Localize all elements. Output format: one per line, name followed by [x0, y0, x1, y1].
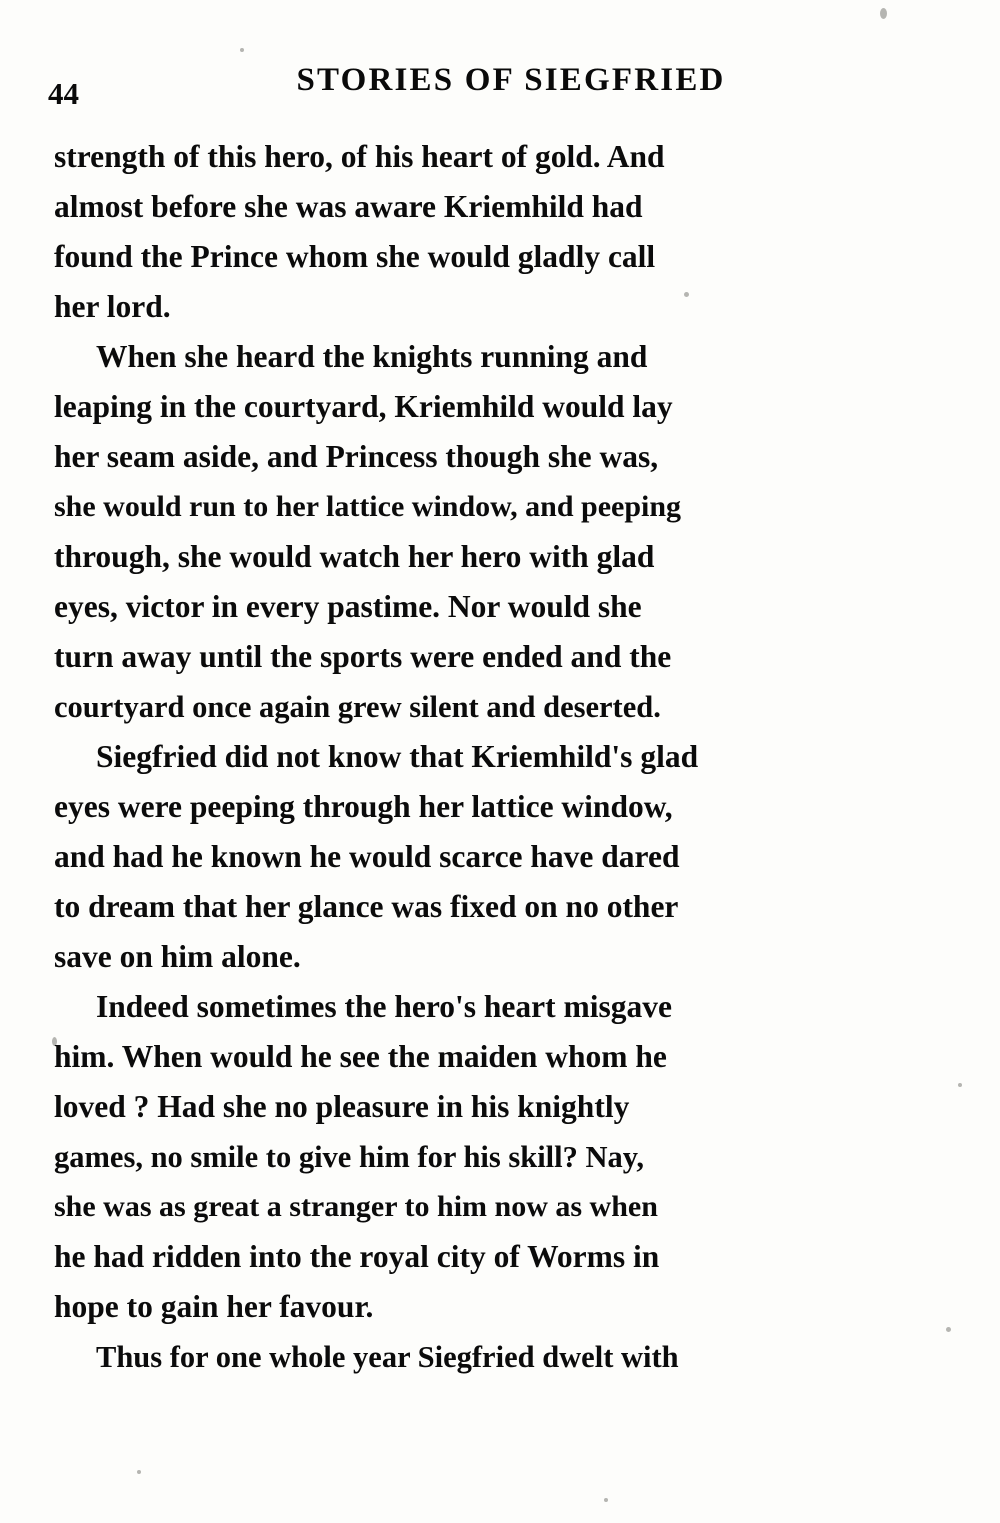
scan-speck [880, 8, 887, 19]
text-line: almost before she was aware Kriemhild had [54, 189, 643, 224]
text-line: Indeed sometimes the hero's heart misgave [96, 989, 672, 1024]
text-line: found the Prince whom she would gladly call [54, 239, 656, 274]
page-header [48, 62, 952, 111]
text-line: eyes, victor in every pastime. Nor would she [54, 589, 642, 624]
text-line: eyes were peeping through her lattice window, [54, 789, 673, 824]
running-head: STORIES OF SIEGFRIED [296, 62, 726, 98]
text-line: When she heard the knights running and [96, 339, 648, 374]
text-line: hope to gain her favour. [54, 1289, 374, 1324]
paragraph [54, 982, 954, 1332]
text-line: to dream that her glance was fixed on no other [54, 889, 679, 924]
text-line: Thus for one whole year Siegfried dwelt with [96, 1340, 679, 1374]
text-line: leaping in the courtyard, Kriemhild would lay [54, 389, 673, 424]
paragraph [54, 132, 954, 332]
text-line: her lord. [54, 289, 171, 324]
scan-speck [604, 1498, 608, 1502]
text-line: strength of this hero, of his heart of gold. And [54, 139, 665, 174]
text-line: him. When would he see the maiden whom he [54, 1039, 667, 1074]
text-line: he had ridden into the royal city of Worms in [54, 1239, 660, 1274]
text-line: through, she would watch her hero with glad [54, 539, 655, 574]
text-line: turn away until the sports were ended and the [54, 639, 672, 674]
scan-speck [240, 48, 244, 52]
text-line: games, no smile to give him for his skill? Nay, [54, 1140, 644, 1174]
paragraph [54, 1332, 954, 1382]
text-line: and had he known he would scarce have dared [54, 839, 680, 874]
text-line: she was as great a stranger to him now as when [54, 1190, 658, 1223]
page-number: 44 [48, 76, 79, 111]
paragraph [54, 332, 954, 732]
body-text [54, 132, 954, 1382]
text-line: courtyard once again grew silent and deserted. [54, 690, 661, 724]
text-line: her seam aside, and Princess though she was, [54, 439, 659, 474]
text-line: loved ? Had she no pleasure in his knightly [54, 1089, 630, 1124]
text-line: she would run to her lattice window, and peeping [54, 490, 682, 523]
text-line: Siegfried did not know that Kriemhild's glad [96, 739, 699, 774]
text-line: save on him alone. [54, 939, 301, 974]
scan-speck [137, 1470, 141, 1474]
paragraph [54, 732, 954, 982]
scan-speck [958, 1083, 962, 1087]
